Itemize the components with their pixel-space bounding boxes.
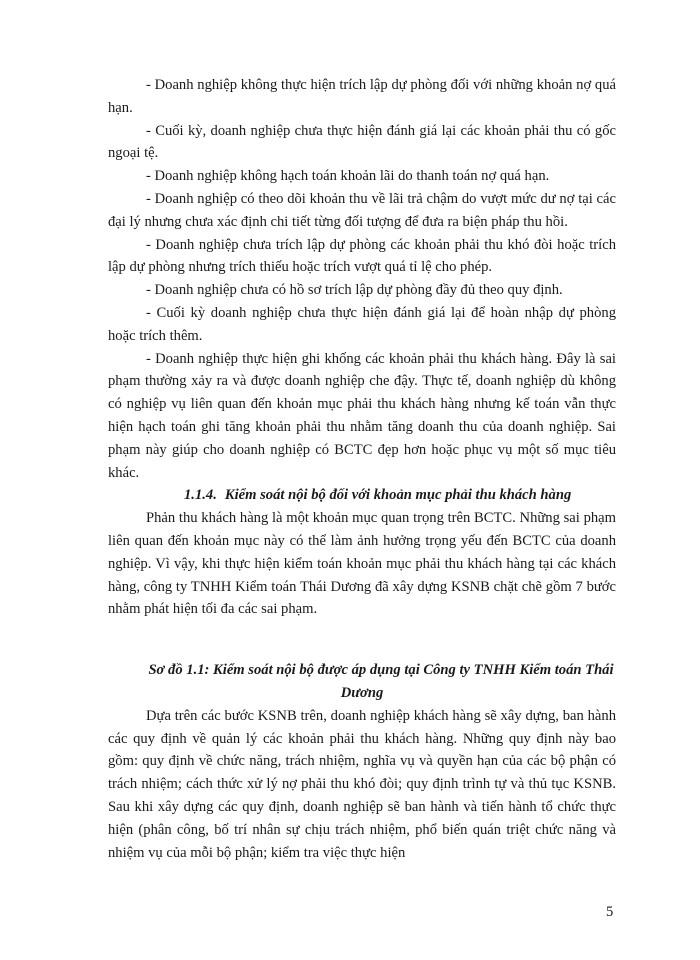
section-number: 1.1.4. (184, 487, 217, 504)
page-number: 5 (606, 904, 614, 920)
bullet-item: - Doanh nghiệp chưa có hồ sơ trích lập dự phòng đầy đủ theo quy định. (146, 282, 563, 299)
diagram-caption: Sơ đồ 1.1: Kiểm soát nội bộ được áp dụng tại Công ty TNHH Kiểm toán Thái Dương (148, 662, 614, 701)
closing-paragraph: Dựa trên các bước KSNB trên, doanh nghiệp khách hàng sẽ xây dựng, ban hành các quy định về quản lý các khoản phải thu khách hàng. Những quy định này bao gồm: quy định về chức năng, trách nhiệm, nghĩa vụ và quyền hạn của các bộ phận có trách nhiệm; cách thức xử lý nợ phải thu khó đòi; quy định trình tự và thủ tục KSNB. Sau khi xây dựng các quy định, doanh nghiệp sẽ ban hành và tiến hành tổ chức thực hiện (phân công, bố trí nhân sự chịu trách nhiệm, phổ biến quán triệt chức năng và nhiệm vụ của mỗi bộ phận; kiểm tra việc thực hiện (108, 707, 616, 861)
bullet-item: - Doanh nghiệp có theo dõi khoản thu về lãi trả chậm do vượt mức dư nợ tại các đại lý nhưng chưa xác định chi tiết từng đối tượng để đưa ra biện pháp thu hồi. (108, 190, 616, 230)
bullet-item: - Doanh nghiệp không thực hiện trích lập dự phòng đối với những khoản nợ quá hạn. (108, 77, 616, 116)
bullet-item: - Doanh nghiệp thực hiện ghi khống các khoản phải thu khách hàng. Đây là sai phạm thường xảy ra và được doanh nghiệp che đậy. Thực tế, doanh nghiệp dù không có nghiệp vụ liên quan đến khoản mục phải thu khách hàng nhưng kế toán vẫn thực hiện hạch toán ghi tăng khoản phải thu nhằm tăng doanh thu của doanh nghiệp. Sai phạm này giúp cho doanh nghiệp có BCTC đẹp hơn hoặc phục vụ một số mục tiêu khác. (108, 350, 616, 481)
bullet-item: - Doanh nghiệp chưa trích lập dự phòng các khoản phải thu khó đòi hoặc trích lập dự phòng nhưng trích thiếu hoặc trích vượt quá tỉ lệ cho phép. (108, 236, 616, 276)
body-text (108, 74, 616, 864)
bullet-item: - Cuối kỳ doanh nghiệp chưa thực hiện đánh giá lại để hoàn nhập dự phòng hoặc trích thêm. (108, 304, 616, 344)
section-title: Kiểm soát nội bộ đối với khoản mục phải thu khách hàng (224, 487, 572, 504)
section-heading (108, 484, 616, 507)
bullet-item: - Cuối kỳ, doanh nghiệp chưa thực hiện đánh giá lại các khoản phải thu có gốc ngoại tệ. (108, 122, 616, 162)
diagram-placeholder (108, 621, 616, 659)
section-paragraph: Phản thu khách hàng là một khoản mục quan trọng trên BCTC. Những sai phạm liên quan đến khoản mục này có thể làm ảnh hưởng trọng yếu đến BCTC của doanh nghiệp. Vì vậy, khi thực hiện kiểm toán khoản mục phải thu khách hàng tại các khách hàng, công ty TNHH Kiểm toán Thái Dương đã xây dựng KSNB chặt chẽ gồm 7 bước nhằm phát hiện tối đa các sai phạm. (108, 510, 616, 618)
bullet-item: - Doanh nghiệp không hạch toán khoản lãi do thanh toán nợ quá hạn. (146, 168, 550, 185)
